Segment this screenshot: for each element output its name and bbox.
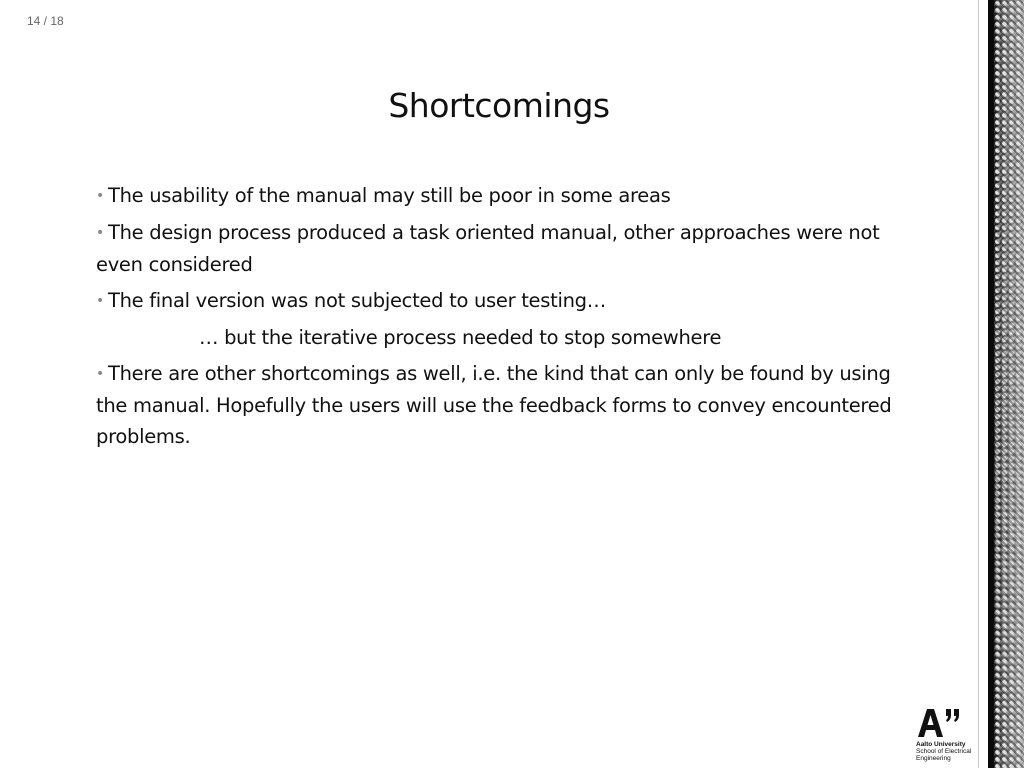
bullet-text: There are other shortcomings as well, i.e. the kind that can only be found by using the manual. Hopefully the users will use the feedback forms to convey encountered problems.: [96, 362, 892, 448]
slide-title: Shortcomings: [388, 86, 610, 125]
bullet-dot-icon: •: [96, 293, 104, 309]
side-pattern-overlay: [994, 0, 1024, 768]
aalto-logo: [916, 707, 982, 765]
bullet-dot-icon: •: [96, 366, 104, 382]
bullet-dot-icon: •: [96, 188, 104, 204]
indented-sub-line: … but the iterative process needed to stop somewhere: [199, 326, 722, 349]
bullet-item: [96, 180, 926, 212]
page-counter: 14 / 18: [27, 14, 64, 28]
bullet-item: [96, 217, 926, 280]
bullet-text: The design process produced a task oriented manual, other approaches were not even considered: [96, 221, 880, 276]
bullet-list: [96, 180, 926, 457]
aalto-logo-mark-icon: [916, 707, 964, 739]
bullet-text: The usability of the manual may still be poor in some areas: [107, 184, 671, 207]
bullet-dot-icon: •: [96, 225, 104, 241]
aalto-logo-text: [916, 741, 971, 762]
logo-university-name: Aalto University: [916, 741, 966, 748]
logo-school-line: School of Electrical: [916, 748, 972, 755]
side-divider-line: [978, 0, 979, 768]
bullet-item: [96, 358, 926, 452]
bullet-item: [96, 285, 926, 317]
bullet-text: The final version was not subjected to user testing…: [107, 289, 606, 312]
logo-department-line: Engineering: [916, 755, 951, 762]
